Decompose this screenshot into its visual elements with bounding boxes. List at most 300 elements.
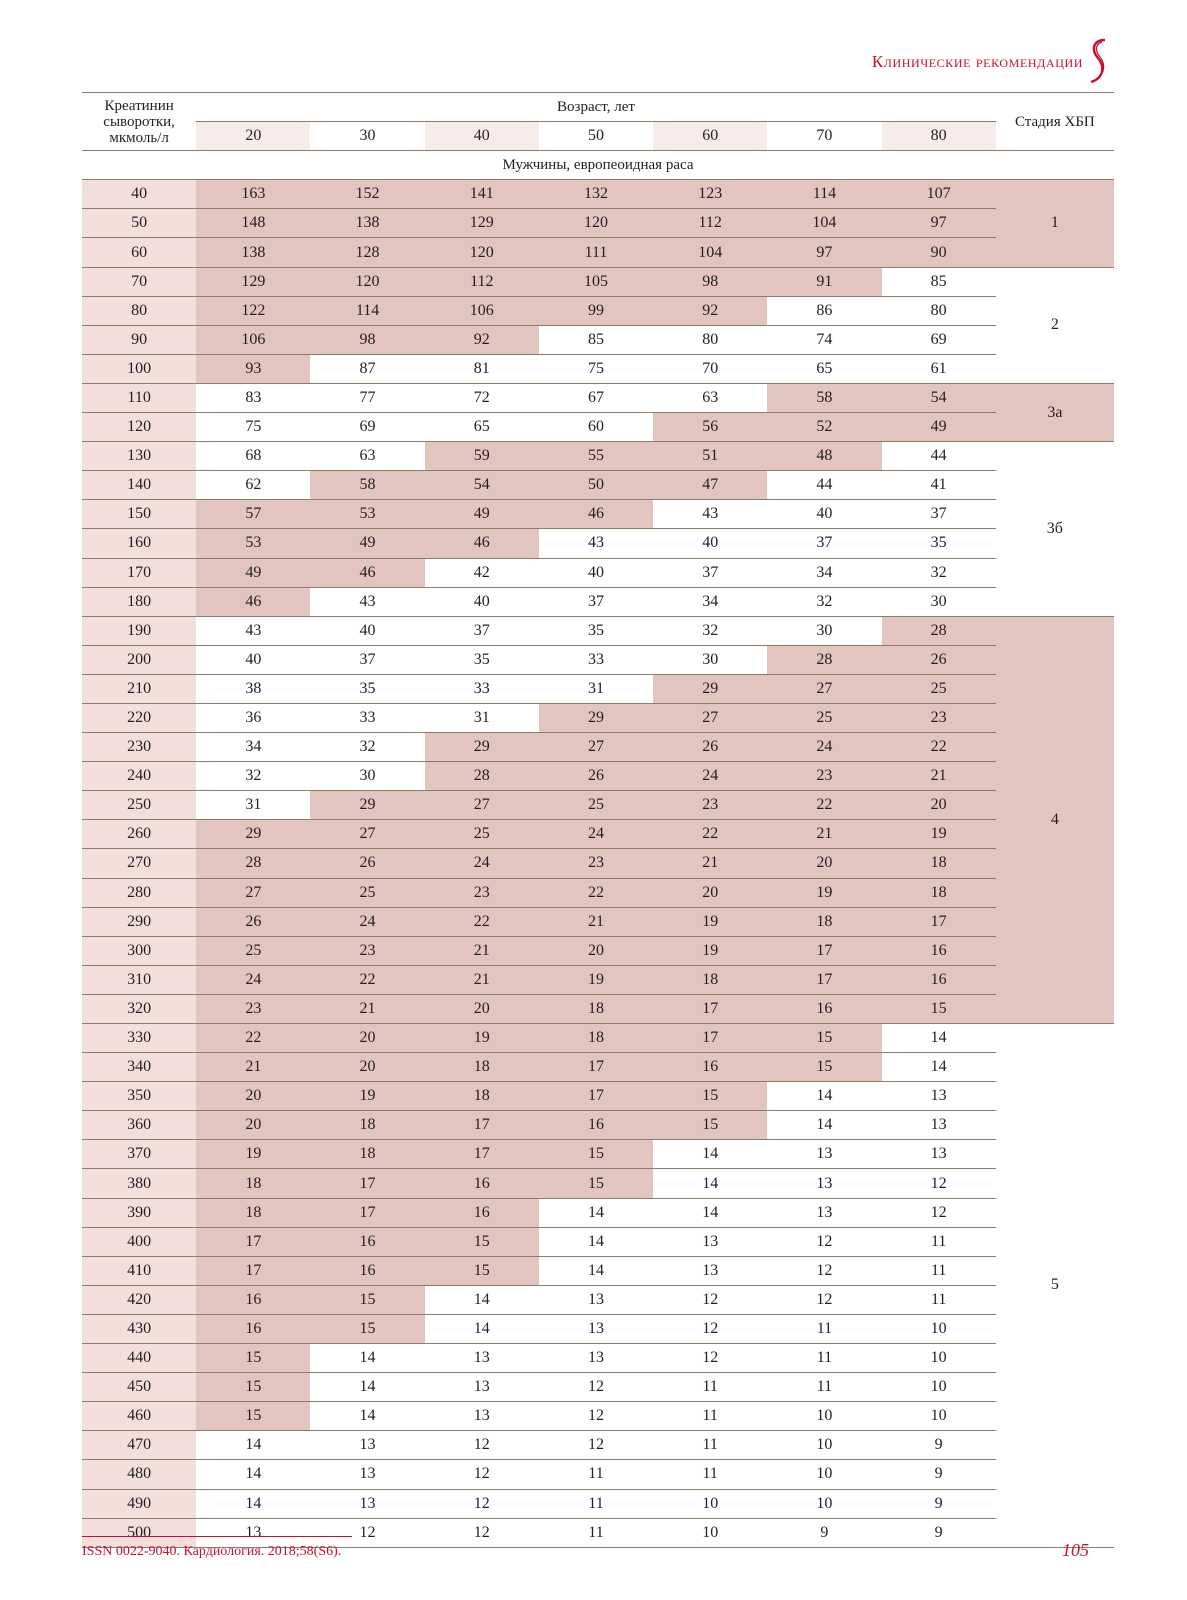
- egfr-value-cell: 18: [539, 1024, 653, 1053]
- egfr-value-cell: 10: [882, 1314, 996, 1343]
- egfr-value-cell: 31: [539, 674, 653, 703]
- creatinine-cell: 290: [82, 907, 196, 936]
- egfr-value-cell: 49: [310, 529, 424, 558]
- egfr-value-cell: 54: [425, 471, 539, 500]
- egfr-value-cell: 11: [767, 1314, 881, 1343]
- egfr-value-cell: 37: [539, 587, 653, 616]
- egfr-value-cell: 21: [653, 849, 767, 878]
- egfr-value-cell: 46: [196, 587, 310, 616]
- egfr-value-cell: 114: [310, 296, 424, 325]
- table-row: [82, 703, 1114, 732]
- egfr-value-cell: 37: [882, 500, 996, 529]
- egfr-value-cell: 18: [310, 1111, 424, 1140]
- egfr-value-cell: 81: [425, 354, 539, 383]
- egfr-value-cell: 99: [539, 296, 653, 325]
- egfr-value-cell: 22: [539, 878, 653, 907]
- egfr-value-cell: 105: [539, 267, 653, 296]
- egfr-value-cell: 107: [882, 180, 996, 209]
- egfr-value-cell: 19: [310, 1082, 424, 1111]
- creatinine-cell: 190: [82, 616, 196, 645]
- egfr-value-cell: 29: [539, 703, 653, 732]
- egfr-value-cell: 9: [882, 1518, 996, 1547]
- egfr-value-cell: 27: [653, 703, 767, 732]
- egfr-value-cell: 22: [310, 965, 424, 994]
- age-header-cell: 80: [882, 122, 996, 151]
- egfr-value-cell: 31: [425, 703, 539, 732]
- egfr-value-cell: 15: [539, 1140, 653, 1169]
- table-row: [82, 1111, 1114, 1140]
- egfr-value-cell: 30: [882, 587, 996, 616]
- table-row: [82, 1227, 1114, 1256]
- egfr-value-cell: 23: [882, 703, 996, 732]
- egfr-value-cell: 25: [882, 674, 996, 703]
- table-row: [82, 1489, 1114, 1518]
- egfr-value-cell: 26: [196, 907, 310, 936]
- egfr-value-cell: 46: [310, 558, 424, 587]
- egfr-value-cell: 104: [653, 238, 767, 267]
- egfr-value-cell: 14: [310, 1402, 424, 1431]
- egfr-value-cell: 63: [653, 383, 767, 412]
- creatinine-cell: 130: [82, 442, 196, 471]
- egfr-value-cell: 28: [425, 762, 539, 791]
- creatinine-cell: 400: [82, 1227, 196, 1256]
- egfr-value-cell: 122: [196, 296, 310, 325]
- egfr-value-cell: 13: [882, 1140, 996, 1169]
- egfr-value-cell: 12: [539, 1402, 653, 1431]
- creatinine-cell: 70: [82, 267, 196, 296]
- egfr-value-cell: 25: [310, 878, 424, 907]
- egfr-value-cell: 17: [653, 994, 767, 1023]
- egfr-value-cell: 23: [310, 936, 424, 965]
- table-row: [82, 383, 1114, 412]
- egfr-value-cell: 10: [653, 1518, 767, 1547]
- egfr-value-cell: 12: [310, 1518, 424, 1547]
- egfr-value-cell: 15: [310, 1285, 424, 1314]
- egfr-value-cell: 14: [653, 1198, 767, 1227]
- table-row: [82, 413, 1114, 442]
- egfr-value-cell: 77: [310, 383, 424, 412]
- egfr-value-cell: 86: [767, 296, 881, 325]
- creatinine-cell: 160: [82, 529, 196, 558]
- creatinine-cell: 490: [82, 1489, 196, 1518]
- egfr-value-cell: 132: [539, 180, 653, 209]
- egfr-value-cell: 9: [882, 1489, 996, 1518]
- egfr-value-cell: 13: [767, 1140, 881, 1169]
- table-row: [82, 616, 1114, 645]
- egfr-value-cell: 163: [196, 180, 310, 209]
- egfr-value-cell: 17: [767, 965, 881, 994]
- egfr-value-cell: 18: [882, 849, 996, 878]
- egfr-value-cell: 106: [425, 296, 539, 325]
- egfr-value-cell: 10: [882, 1344, 996, 1373]
- creatinine-cell: 250: [82, 791, 196, 820]
- egfr-value-cell: 16: [539, 1111, 653, 1140]
- egfr-value-cell: 15: [539, 1169, 653, 1198]
- egfr-value-cell: 55: [539, 442, 653, 471]
- egfr-value-cell: 40: [425, 587, 539, 616]
- table-row: [82, 296, 1114, 325]
- egfr-value-cell: 16: [767, 994, 881, 1023]
- egfr-value-cell: 75: [196, 413, 310, 442]
- header-age-group: Возраст, лет: [196, 93, 996, 122]
- egfr-value-cell: 11: [539, 1518, 653, 1547]
- egfr-value-cell: 21: [539, 907, 653, 936]
- egfr-value-cell: 129: [425, 209, 539, 238]
- creatinine-cell: 210: [82, 674, 196, 703]
- egfr-value-cell: 17: [196, 1227, 310, 1256]
- egfr-value-cell: 16: [310, 1227, 424, 1256]
- egfr-value-cell: 14: [882, 1053, 996, 1082]
- age-header-cell: 40: [425, 122, 539, 151]
- egfr-value-cell: 34: [653, 587, 767, 616]
- egfr-value-cell: 11: [882, 1256, 996, 1285]
- egfr-value-cell: 72: [425, 383, 539, 412]
- egfr-value-cell: 62: [196, 471, 310, 500]
- egfr-value-cell: 21: [196, 1053, 310, 1082]
- table-row: [82, 209, 1114, 238]
- egfr-value-cell: 22: [882, 733, 996, 762]
- egfr-value-cell: 12: [653, 1344, 767, 1373]
- egfr-value-cell: 26: [653, 733, 767, 762]
- egfr-value-cell: 28: [882, 616, 996, 645]
- egfr-value-cell: 16: [882, 936, 996, 965]
- egfr-value-cell: 10: [767, 1431, 881, 1460]
- egfr-value-cell: 22: [425, 907, 539, 936]
- egfr-value-cell: 13: [767, 1169, 881, 1198]
- egfr-value-cell: 53: [310, 500, 424, 529]
- egfr-value-cell: 63: [310, 442, 424, 471]
- egfr-value-cell: 48: [767, 442, 881, 471]
- egfr-value-cell: 106: [196, 325, 310, 354]
- egfr-value-cell: 75: [539, 354, 653, 383]
- table-row: [82, 442, 1114, 471]
- egfr-value-cell: 19: [539, 965, 653, 994]
- egfr-value-cell: 68: [196, 442, 310, 471]
- table-row: [82, 1285, 1114, 1314]
- egfr-value-cell: 20: [196, 1082, 310, 1111]
- table-row: [82, 1344, 1114, 1373]
- creatinine-cell: 220: [82, 703, 196, 732]
- creatinine-cell: 100: [82, 354, 196, 383]
- table-row: [82, 878, 1114, 907]
- egfr-value-cell: 31: [196, 791, 310, 820]
- egfr-value-cell: 26: [882, 645, 996, 674]
- egfr-value-cell: 11: [653, 1431, 767, 1460]
- egfr-value-cell: 40: [196, 645, 310, 674]
- egfr-value-cell: 13: [882, 1111, 996, 1140]
- egfr-value-cell: 37: [767, 529, 881, 558]
- egfr-value-cell: 11: [539, 1489, 653, 1518]
- egfr-value-cell: 14: [196, 1460, 310, 1489]
- egfr-value-cell: 21: [310, 994, 424, 1023]
- egfr-value-cell: 14: [539, 1198, 653, 1227]
- egfr-value-cell: 12: [539, 1431, 653, 1460]
- egfr-value-cell: 120: [539, 209, 653, 238]
- egfr-value-cell: 17: [425, 1111, 539, 1140]
- egfr-value-cell: 24: [425, 849, 539, 878]
- egfr-value-cell: 27: [310, 820, 424, 849]
- egfr-value-cell: 19: [196, 1140, 310, 1169]
- egfr-value-cell: 13: [196, 1518, 310, 1547]
- egfr-value-cell: 11: [653, 1402, 767, 1431]
- egfr-value-cell: 112: [653, 209, 767, 238]
- table-row: [82, 471, 1114, 500]
- egfr-value-cell: 37: [425, 616, 539, 645]
- egfr-value-cell: 23: [425, 878, 539, 907]
- egfr-value-cell: 13: [767, 1198, 881, 1227]
- creatinine-cell: 40: [82, 180, 196, 209]
- egfr-value-cell: 35: [425, 645, 539, 674]
- egfr-value-cell: 40: [539, 558, 653, 587]
- egfr-value-cell: 90: [882, 238, 996, 267]
- egfr-value-cell: 141: [425, 180, 539, 209]
- egfr-value-cell: 9: [882, 1460, 996, 1489]
- egfr-value-cell: 12: [425, 1460, 539, 1489]
- egfr-value-cell: 15: [310, 1314, 424, 1343]
- egfr-value-cell: 13: [882, 1082, 996, 1111]
- egfr-value-cell: 12: [882, 1169, 996, 1198]
- egfr-value-cell: 12: [425, 1489, 539, 1518]
- egfr-value-cell: 52: [767, 413, 881, 442]
- egfr-value-cell: 17: [196, 1256, 310, 1285]
- egfr-value-cell: 25: [767, 703, 881, 732]
- egfr-value-cell: 11: [653, 1460, 767, 1489]
- table-row: [82, 1169, 1114, 1198]
- egfr-value-cell: 91: [767, 267, 881, 296]
- egfr-value-cell: 40: [653, 529, 767, 558]
- egfr-value-cell: 14: [310, 1344, 424, 1373]
- egfr-value-cell: 49: [882, 413, 996, 442]
- table-row: [82, 267, 1114, 296]
- egfr-value-cell: 17: [425, 1140, 539, 1169]
- egfr-value-cell: 35: [882, 529, 996, 558]
- egfr-value-cell: 29: [310, 791, 424, 820]
- egfr-value-cell: 87: [310, 354, 424, 383]
- egfr-value-cell: 17: [653, 1024, 767, 1053]
- egfr-value-cell: 13: [539, 1344, 653, 1373]
- egfr-value-cell: 22: [196, 1024, 310, 1053]
- egfr-value-cell: 129: [196, 267, 310, 296]
- table-row: [82, 1431, 1114, 1460]
- table-row: [82, 849, 1114, 878]
- footer-citation: ISSN 0022-9040. Кардиология. 2018;58(S6).: [82, 1544, 342, 1559]
- egfr-value-cell: 24: [539, 820, 653, 849]
- creatinine-cell: 420: [82, 1285, 196, 1314]
- egfr-value-cell: 40: [767, 500, 881, 529]
- egfr-value-cell: 16: [653, 1053, 767, 1082]
- egfr-value-cell: 14: [882, 1024, 996, 1053]
- egfr-value-cell: 14: [653, 1169, 767, 1198]
- egfr-value-cell: 34: [196, 733, 310, 762]
- creatinine-cell: 500: [82, 1518, 196, 1547]
- egfr-value-cell: 23: [539, 849, 653, 878]
- egfr-value-cell: 60: [539, 413, 653, 442]
- section-label: Мужчины, европеоидная раса: [82, 151, 1114, 180]
- egfr-value-cell: 14: [425, 1285, 539, 1314]
- egfr-value-cell: 98: [653, 267, 767, 296]
- egfr-value-cell: 44: [882, 442, 996, 471]
- egfr-value-cell: 18: [310, 1140, 424, 1169]
- egfr-value-cell: 93: [196, 354, 310, 383]
- creatinine-cell: 300: [82, 936, 196, 965]
- egfr-value-cell: 18: [882, 878, 996, 907]
- creatinine-cell: 120: [82, 413, 196, 442]
- header-creatinine: Креатинин сыворотки, мкмоль/л: [82, 93, 196, 151]
- egfr-value-cell: 33: [310, 703, 424, 732]
- age-header-cell: 30: [310, 122, 424, 151]
- egfr-value-cell: 19: [882, 820, 996, 849]
- creatinine-cell: 370: [82, 1140, 196, 1169]
- egfr-value-cell: 11: [539, 1460, 653, 1489]
- egfr-value-cell: 54: [882, 383, 996, 412]
- creatinine-cell: 360: [82, 1111, 196, 1140]
- egfr-value-cell: 26: [539, 762, 653, 791]
- egfr-value-cell: 34: [767, 558, 881, 587]
- creatinine-cell: 60: [82, 238, 196, 267]
- table-row: [82, 820, 1114, 849]
- egfr-value-cell: 14: [539, 1227, 653, 1256]
- egfr-value-cell: 17: [539, 1053, 653, 1082]
- egfr-value-cell: 43: [310, 587, 424, 616]
- header-stage: Стадия ХБП: [996, 93, 1114, 151]
- table-row: [82, 500, 1114, 529]
- egfr-value-cell: 92: [425, 325, 539, 354]
- egfr-value-cell: 59: [425, 442, 539, 471]
- egfr-value-cell: 28: [767, 645, 881, 674]
- egfr-value-cell: 23: [196, 994, 310, 1023]
- egfr-value-cell: 152: [310, 180, 424, 209]
- egfr-value-cell: 20: [196, 1111, 310, 1140]
- egfr-value-cell: 21: [425, 965, 539, 994]
- egfr-value-cell: 18: [539, 994, 653, 1023]
- egfr-value-cell: 70: [653, 354, 767, 383]
- table-row: [82, 1140, 1114, 1169]
- egfr-value-cell: 12: [767, 1227, 881, 1256]
- egfr-value-cell: 11: [882, 1227, 996, 1256]
- egfr-value-cell: 114: [767, 180, 881, 209]
- egfr-value-cell: 20: [882, 791, 996, 820]
- egfr-value-cell: 17: [310, 1198, 424, 1227]
- egfr-value-cell: 21: [425, 936, 539, 965]
- egfr-value-cell: 27: [767, 674, 881, 703]
- egfr-value-cell: 20: [539, 936, 653, 965]
- egfr-value-cell: 14: [425, 1314, 539, 1343]
- egfr-value-cell: 13: [539, 1285, 653, 1314]
- egfr-value-cell: 42: [425, 558, 539, 587]
- egfr-value-cell: 37: [310, 645, 424, 674]
- egfr-value-cell: 12: [882, 1198, 996, 1227]
- table-row: [82, 1082, 1114, 1111]
- stage-cell: 5: [996, 1024, 1114, 1548]
- footer-rule: [82, 1536, 352, 1537]
- egfr-value-cell: 27: [196, 878, 310, 907]
- egfr-value-cell: 58: [767, 383, 881, 412]
- egfr-value-cell: 41: [882, 471, 996, 500]
- table-row: [82, 354, 1114, 383]
- egfr-value-cell: 15: [767, 1053, 881, 1082]
- creatinine-cell: 170: [82, 558, 196, 587]
- journal-logo-icon: [1083, 36, 1113, 86]
- egfr-value-cell: 13: [310, 1460, 424, 1489]
- creatinine-cell: 350: [82, 1082, 196, 1111]
- egfr-value-cell: 46: [539, 500, 653, 529]
- creatinine-cell: 90: [82, 325, 196, 354]
- egfr-value-cell: 12: [539, 1373, 653, 1402]
- egfr-value-cell: 69: [882, 325, 996, 354]
- egfr-value-cell: 17: [882, 907, 996, 936]
- egfr-value-cell: 24: [653, 762, 767, 791]
- table-row: [82, 1314, 1114, 1343]
- egfr-value-cell: 98: [310, 325, 424, 354]
- creatinine-cell: 330: [82, 1024, 196, 1053]
- egfr-value-cell: 51: [653, 442, 767, 471]
- egfr-value-cell: 12: [425, 1518, 539, 1547]
- egfr-value-cell: 16: [882, 965, 996, 994]
- age-header-cell: 20: [196, 122, 310, 151]
- egfr-value-cell: 19: [653, 907, 767, 936]
- egfr-value-cell: 21: [882, 762, 996, 791]
- table-row: [82, 907, 1114, 936]
- creatinine-cell: 240: [82, 762, 196, 791]
- age-header-row: [82, 122, 1114, 151]
- egfr-value-cell: 20: [310, 1053, 424, 1082]
- egfr-value-cell: 14: [196, 1431, 310, 1460]
- egfr-value-cell: 20: [425, 994, 539, 1023]
- egfr-value-cell: 15: [425, 1227, 539, 1256]
- egfr-value-cell: 12: [653, 1314, 767, 1343]
- egfr-value-cell: 20: [653, 878, 767, 907]
- egfr-value-cell: 14: [310, 1373, 424, 1402]
- egfr-value-cell: 19: [653, 936, 767, 965]
- egfr-value-cell: 21: [767, 820, 881, 849]
- egfr-value-cell: 11: [882, 1285, 996, 1314]
- egfr-value-cell: 65: [425, 413, 539, 442]
- table-row: [82, 733, 1114, 762]
- egfr-value-cell: 18: [767, 907, 881, 936]
- egfr-value-cell: 47: [653, 471, 767, 500]
- creatinine-cell: 180: [82, 587, 196, 616]
- creatinine-cell: 340: [82, 1053, 196, 1082]
- egfr-value-cell: 14: [539, 1256, 653, 1285]
- creatinine-cell: 150: [82, 500, 196, 529]
- creatinine-cell: 140: [82, 471, 196, 500]
- egfr-value-cell: 13: [310, 1489, 424, 1518]
- egfr-value-cell: 19: [767, 878, 881, 907]
- egfr-value-cell: 120: [310, 267, 424, 296]
- egfr-value-cell: 25: [196, 936, 310, 965]
- stage-cell: 3а: [996, 383, 1114, 441]
- egfr-value-cell: 37: [653, 558, 767, 587]
- table-row: [82, 1256, 1114, 1285]
- egfr-value-cell: 85: [882, 267, 996, 296]
- egfr-value-cell: 32: [310, 733, 424, 762]
- creatinine-cell: 470: [82, 1431, 196, 1460]
- egfr-value-cell: 97: [882, 209, 996, 238]
- table-row: [82, 558, 1114, 587]
- table-row: [82, 1198, 1114, 1227]
- egfr-value-cell: 16: [196, 1314, 310, 1343]
- egfr-value-cell: 16: [425, 1198, 539, 1227]
- egfr-value-cell: 14: [767, 1082, 881, 1111]
- egfr-value-cell: 32: [196, 762, 310, 791]
- egfr-value-cell: 148: [196, 209, 310, 238]
- stage-cell: 1: [996, 180, 1114, 267]
- egfr-value-cell: 29: [425, 733, 539, 762]
- egfr-value-cell: 15: [767, 1024, 881, 1053]
- egfr-value-cell: 29: [653, 674, 767, 703]
- creatinine-cell: 80: [82, 296, 196, 325]
- stage-cell: 4: [996, 616, 1114, 1023]
